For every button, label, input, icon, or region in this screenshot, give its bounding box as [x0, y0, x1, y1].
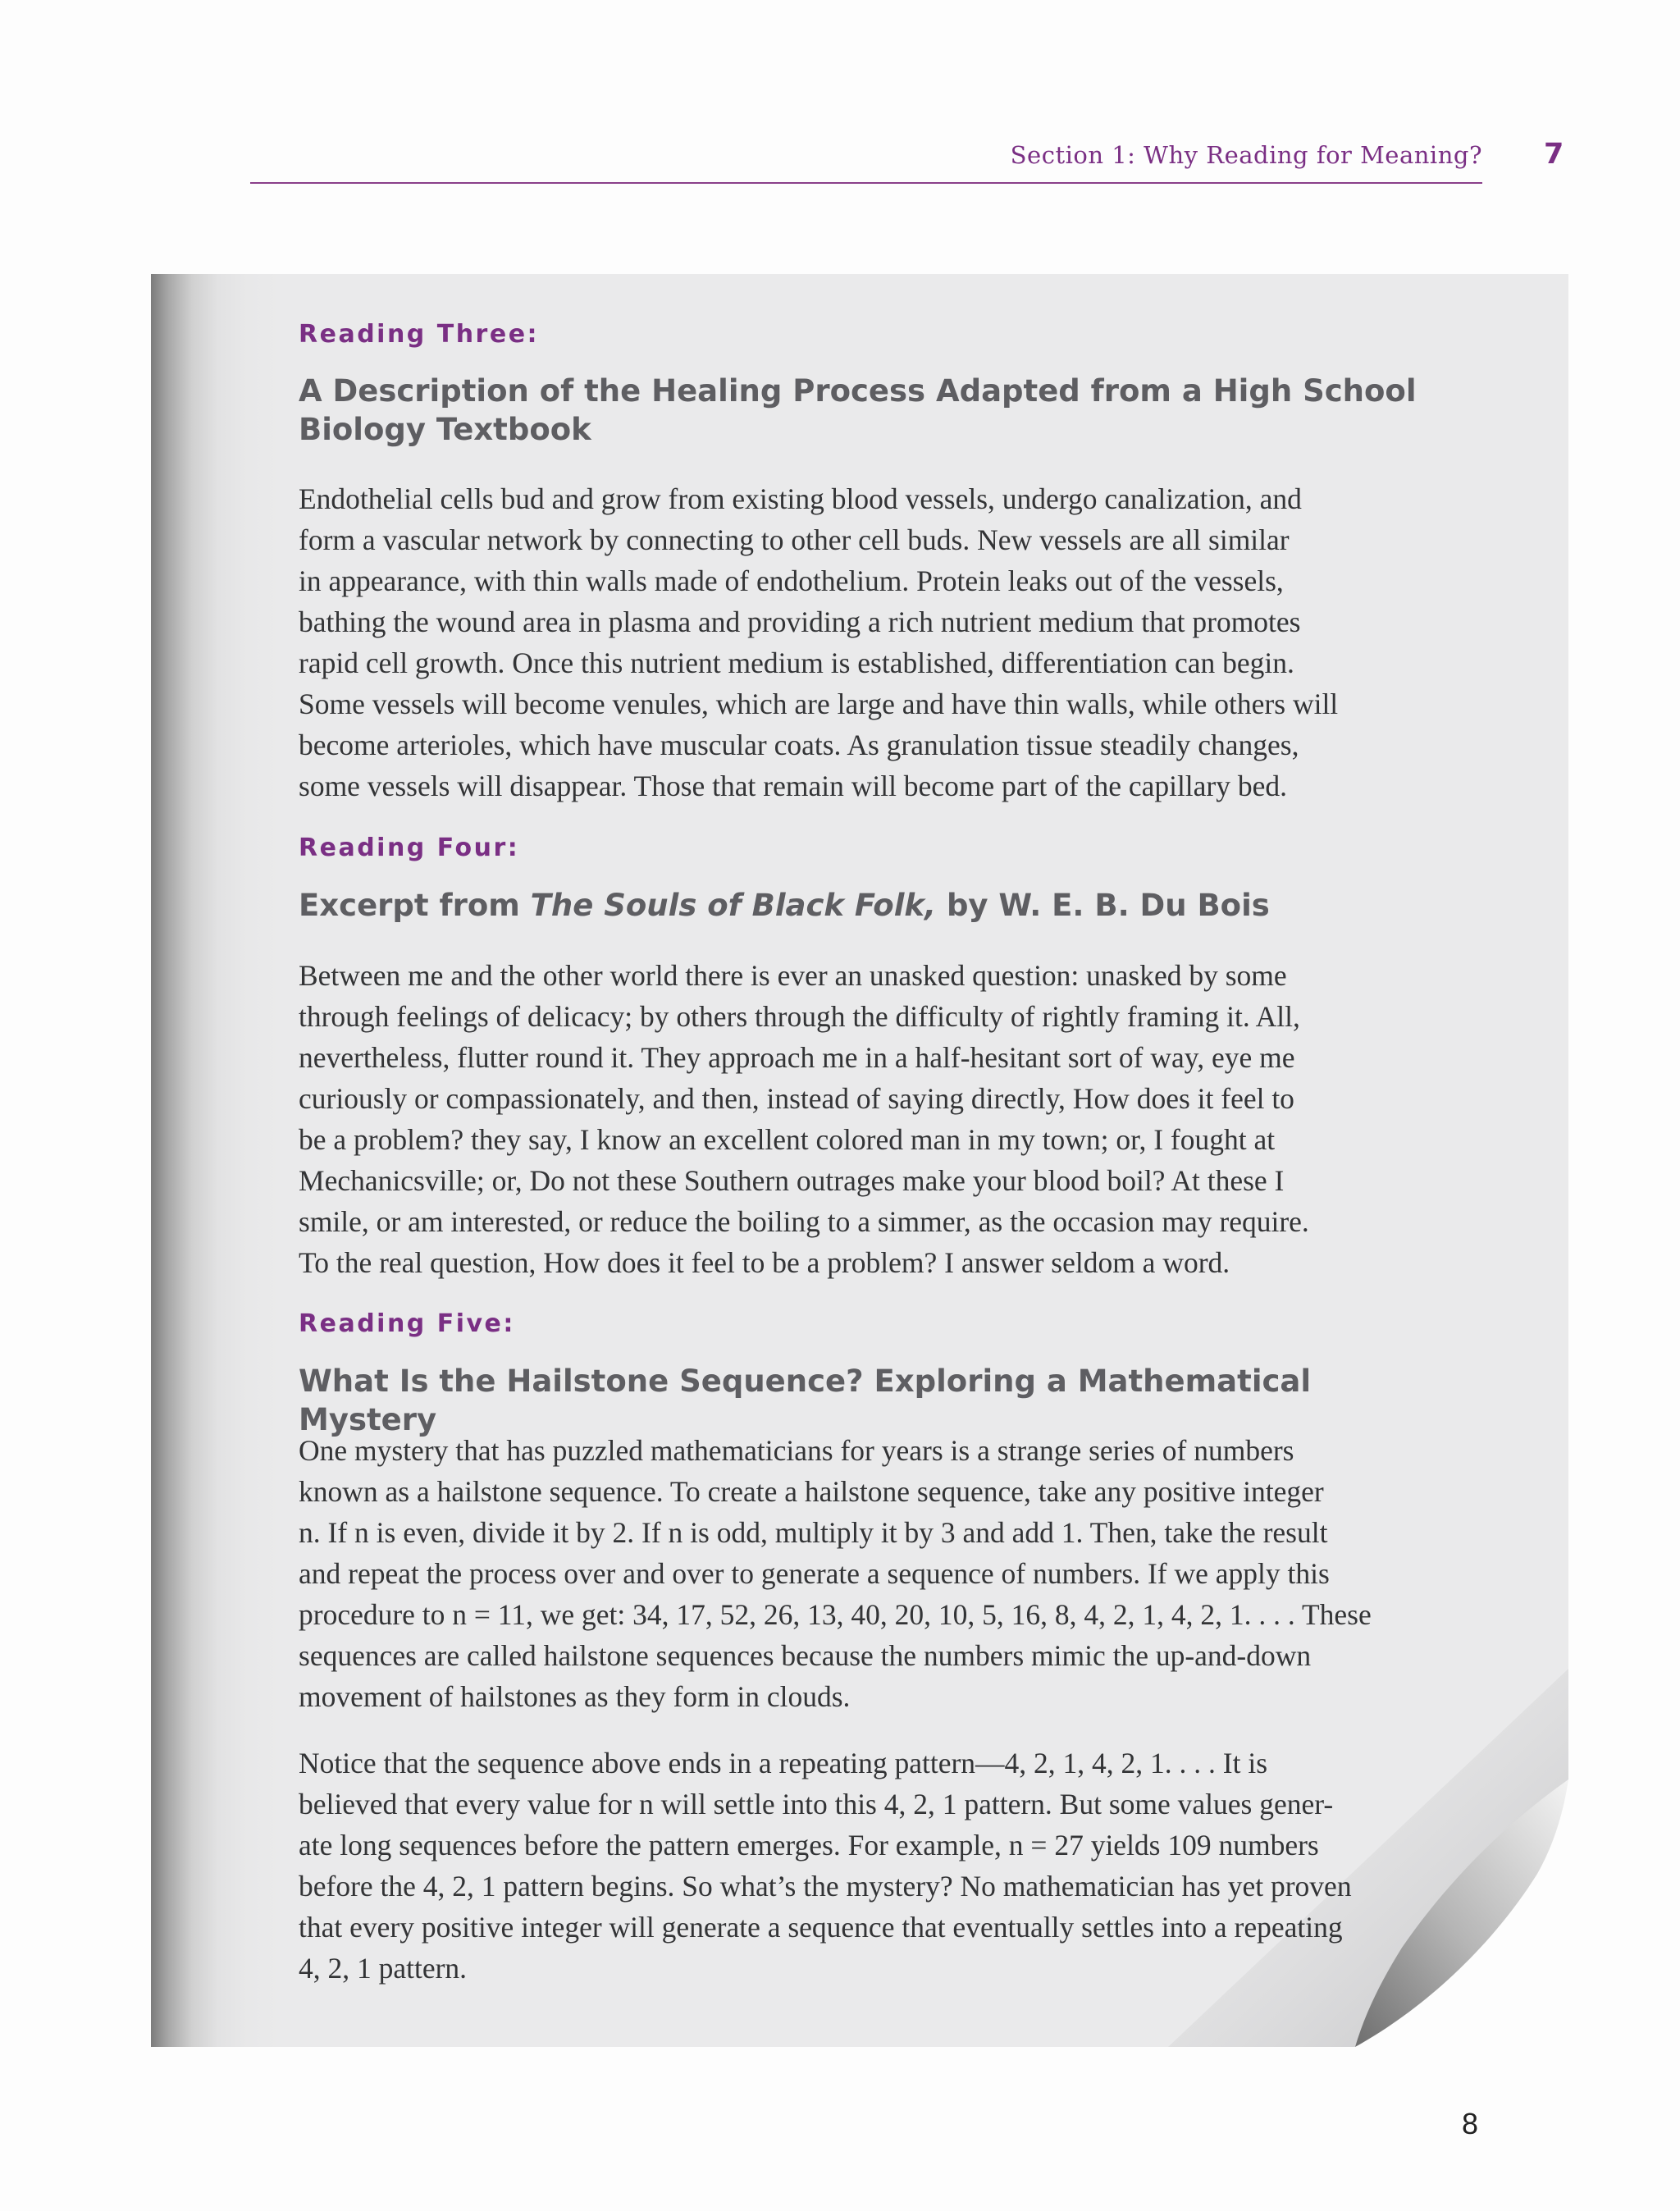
reading-five-label: Reading Five:: [299, 1309, 515, 1338]
reading-five-paragraph-1: [299, 1430, 1431, 1717]
text-line: rapid cell growth. Once this nutrient medium is established, differentiation can begin.: [299, 646, 1294, 679]
text-line: nevertheless, flutter round it. They approach me in a half-hesitant sort of way, eye me: [299, 1041, 1295, 1074]
text-line: some vessels will disappear. Those that remain will become part of the capillary bed.: [299, 770, 1288, 802]
text-line: To the real question, How does it feel to be a problem? I answer seldom a word.: [299, 1246, 1230, 1279]
reading-four-title-author: by W. E. B. Du Bois: [936, 888, 1270, 923]
text-line: smile, or am interested, or reduce the boiling to a simmer, as the occasion may require.: [299, 1205, 1309, 1238]
text-line: before the 4, 2, 1 pattern begins. So what’s the mystery? No mathematician has yet proven: [299, 1870, 1352, 1903]
reading-four-title: [299, 886, 1447, 925]
text-line: form a vascular network by connecting to other cell buds. New vessels are all similar: [299, 523, 1290, 556]
text-line: in appearance, with thin walls made of endothelium. Protein leaks out of the vessels,: [299, 564, 1284, 597]
text-line: ate long sequences before the pattern emerges. For example, n = 27 yields 109 numbers: [299, 1829, 1319, 1862]
reading-five-paragraph-2: [299, 1743, 1431, 1989]
text-line: Between me and the other world there is ever an unasked question: unasked by some: [299, 959, 1287, 992]
text-line: become arterioles, which have muscular coats. As granulation tissue steadily changes,: [299, 729, 1299, 761]
text-line: bathing the wound area in plasma and providing a rich nutrient medium that promotes: [299, 605, 1301, 638]
text-line: Endothelial cells bud and grow from existing blood vessels, undergo canalization, and: [299, 482, 1302, 515]
text-line: n. If n is even, divide it by 2. If n is odd, multiply it by 3 and add 1. Then, take the result: [299, 1516, 1328, 1549]
text-line: procedure to n = 11, we get: 34, 17, 52, 26, 13, 40, 20, 10, 5, 16, 8, 4, 2, 1, 4, 2, 1. . . . These: [299, 1598, 1372, 1631]
reading-panel: [151, 274, 1568, 2047]
reading-four-paragraph: [299, 955, 1431, 1283]
text-line: curiously or compassionately, and then, instead of saying directly, How does it feel to: [299, 1082, 1294, 1115]
text-line: One mystery that has puzzled mathematicians for years is a strange series of numbers: [299, 1434, 1294, 1467]
text-line: Mechanicsville; or, Do not these Southern outrages make your blood boil? At these I: [299, 1164, 1285, 1197]
text-line: movement of hailstones as they form in clouds.: [299, 1680, 851, 1713]
reading-four-label: Reading Four:: [299, 834, 520, 862]
text-line: known as a hailstone sequence. To create a hailstone sequence, take any positive integer: [299, 1475, 1324, 1508]
text-line: 4, 2, 1 pattern.: [299, 1952, 468, 1985]
reading-three-title: A Description of the Healing Process Adapted from a High School Biology Textbook: [299, 373, 1417, 447]
text-line: be a problem? they say, I know an excellent colored man in my town; or, I fought at: [299, 1123, 1276, 1156]
text-line: Notice that the sequence above ends in a repeating pattern—4, 2, 1, 4, 2, 1. . . . It is: [299, 1747, 1268, 1779]
reading-five-title: What Is the Hailstone Sequence? Exploring a Mathematical Mystery: [299, 1364, 1312, 1437]
reading-four-title-prefix: Excerpt from: [299, 888, 531, 923]
text-line: Some vessels will become venules, which are large and have thin walls, while others will: [299, 688, 1339, 720]
header-page-number: 7: [1544, 138, 1564, 171]
text-line: through feelings of delicacy; by others through the difficulty of rightly framing it. All,: [299, 1000, 1300, 1033]
text-line: sequences are called hailstone sequences because the numbers mimic the up-and-down: [299, 1639, 1312, 1672]
running-header-title: Section 1: Why Reading for Meaning?: [1010, 141, 1482, 169]
text-line: and repeat the process over and over to generate a sequence of numbers. If we apply this: [299, 1557, 1330, 1590]
footer-page-number: 8: [1462, 2107, 1479, 2140]
text-line: believed that every value for n will settle into this 4, 2, 1 pattern. But some values gener-: [299, 1788, 1334, 1820]
reading-four-title-book: The Souls of Black Folk,: [530, 888, 937, 923]
reading-three-label: Reading Three:: [299, 320, 540, 349]
text-line: that every positive integer will generate a sequence that eventually settles into a repeating: [299, 1911, 1343, 1944]
reading-three-paragraph: [299, 478, 1431, 806]
running-header: [250, 131, 1482, 184]
